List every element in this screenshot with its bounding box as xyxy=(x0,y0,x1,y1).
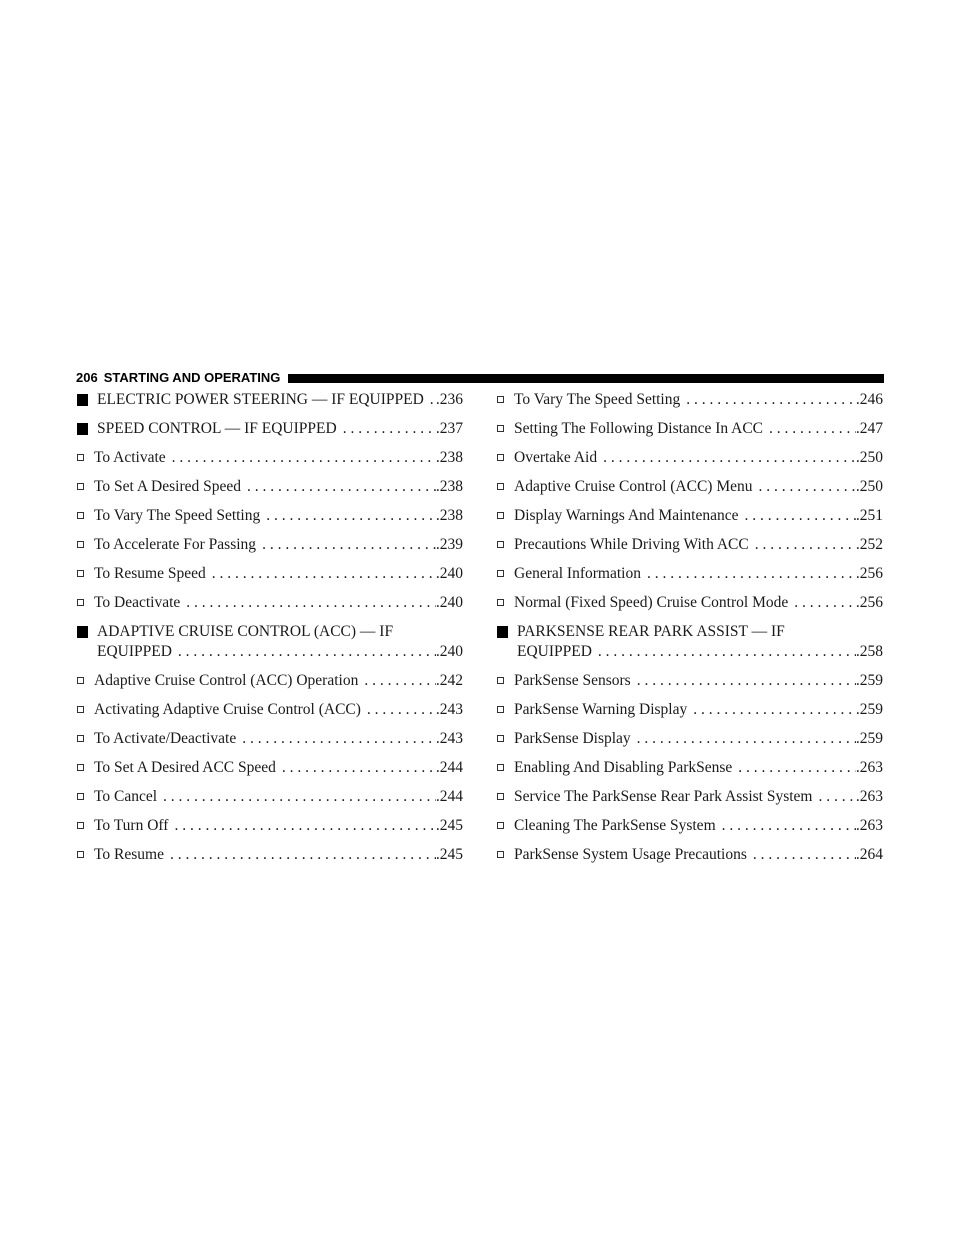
open-square-bullet-icon xyxy=(497,822,504,829)
toc-entry-label: General Information xyxy=(514,565,641,582)
toc-entry-line xyxy=(94,671,463,691)
toc-entry-label: Enabling And Disabling ParkSense xyxy=(514,759,733,776)
section-title: STARTING AND OPERATING xyxy=(103,369,281,385)
open-square-bullet-icon xyxy=(497,570,504,577)
toc-entry-line xyxy=(94,845,463,865)
open-square-bullet-icon xyxy=(497,483,504,490)
toc-entry-line xyxy=(514,448,883,468)
toc-page-number: .256 xyxy=(855,565,883,582)
toc-entry-label: Adaptive Cruise Control (ACC) Menu xyxy=(514,478,753,495)
toc-page-number: .250 xyxy=(855,449,883,466)
toc-subsection-entry[interactable] xyxy=(77,729,463,749)
toc-page-number: .238 xyxy=(435,478,463,495)
toc-entry-line xyxy=(97,642,463,662)
toc-entry-line xyxy=(514,535,883,555)
open-square-bullet-icon xyxy=(77,677,84,684)
open-square-bullet-icon xyxy=(497,425,504,432)
toc-subsection-entry[interactable] xyxy=(497,477,883,497)
dot-leader xyxy=(687,700,856,720)
toc-entry-label: SPEED CONTROL — IF EQUIPPED xyxy=(97,420,337,437)
toc-page-number: .252 xyxy=(855,536,883,553)
toc-page-number: .246 xyxy=(855,391,883,408)
toc-page-number: .240 xyxy=(435,643,463,660)
dot-leader xyxy=(157,787,436,807)
toc-entry-label: To Vary The Speed Setting xyxy=(94,507,261,524)
toc-entry-line xyxy=(94,816,463,836)
toc-subsection-entry[interactable] xyxy=(497,506,883,526)
toc-page-number: .259 xyxy=(855,730,883,747)
toc-page-number: .259 xyxy=(855,701,883,718)
dot-leader xyxy=(337,419,436,439)
toc-page-number: .240 xyxy=(435,565,463,582)
open-square-bullet-icon xyxy=(497,454,504,461)
toc-entry-label: Adaptive Cruise Control (ACC) Operation xyxy=(94,672,359,689)
toc-entry-label: Setting The Following Distance In ACC xyxy=(514,420,763,437)
toc-subsection-entry[interactable] xyxy=(497,787,883,807)
toc-entry-label: ParkSense Warning Display xyxy=(514,701,688,718)
toc-entry-label: Cleaning The ParkSense System xyxy=(514,817,716,834)
open-square-bullet-icon xyxy=(77,793,84,800)
dot-leader xyxy=(747,845,856,865)
toc-page-number: .243 xyxy=(435,730,463,747)
toc-page-number: .244 xyxy=(435,759,463,776)
toc-entry-label: To Activate xyxy=(94,449,166,466)
toc-subsection-entry[interactable] xyxy=(497,564,883,584)
toc-subsection-entry[interactable] xyxy=(497,729,883,749)
open-square-bullet-icon xyxy=(497,512,504,519)
toc-entry-line xyxy=(514,758,883,778)
toc-entry-line xyxy=(514,506,883,526)
toc-section-entry[interactable] xyxy=(77,419,463,439)
header-rule xyxy=(288,374,884,383)
filled-square-bullet-icon xyxy=(77,626,88,638)
open-square-bullet-icon xyxy=(77,822,84,829)
toc-section-entry[interactable] xyxy=(77,390,463,410)
toc-subsection-entry[interactable] xyxy=(77,477,463,497)
toc-entry-label: To Set A Desired ACC Speed xyxy=(94,759,276,776)
toc-page-number: .244 xyxy=(435,788,463,805)
toc-page-number: .263 xyxy=(855,759,883,776)
toc-page-number: .256 xyxy=(855,594,883,611)
toc-entry-line xyxy=(514,477,883,497)
toc-page-number: .243 xyxy=(435,701,463,718)
toc-entry-line xyxy=(514,816,883,836)
toc-entry-line xyxy=(514,700,883,720)
toc-subsection-entry[interactable] xyxy=(497,758,883,778)
dot-leader xyxy=(763,419,856,439)
toc-subsection-entry[interactable] xyxy=(77,787,463,807)
page-header xyxy=(76,368,884,386)
toc-page-number: .259 xyxy=(855,672,883,689)
toc-entry-label: ELECTRIC POWER STEERING — IF EQUIPPED xyxy=(97,391,424,408)
open-square-bullet-icon xyxy=(77,706,84,713)
filled-square-bullet-icon xyxy=(497,626,508,638)
toc-entry-line xyxy=(97,419,463,439)
toc-entry-line xyxy=(97,390,463,410)
dot-leader xyxy=(236,729,436,749)
filled-square-bullet-icon xyxy=(77,423,88,435)
toc-entry-line xyxy=(517,642,883,662)
toc-entry-line xyxy=(94,506,463,526)
toc-entry-line xyxy=(514,787,883,807)
toc-entry-line xyxy=(94,700,463,720)
toc-entry-line xyxy=(94,787,463,807)
open-square-bullet-icon xyxy=(497,599,504,606)
filled-square-bullet-icon xyxy=(77,394,88,406)
open-square-bullet-icon xyxy=(497,677,504,684)
toc-entry-label: Display Warnings And Maintenance xyxy=(514,507,739,524)
toc-subsection-entry[interactable] xyxy=(497,390,883,410)
toc-page-number: .240 xyxy=(435,594,463,611)
toc-subsection-entry[interactable] xyxy=(497,845,883,865)
open-square-bullet-icon xyxy=(77,454,84,461)
toc-entry-label: EQUIPPED xyxy=(97,643,172,660)
toc-entry-label: ParkSense Display xyxy=(514,730,631,747)
toc-entry-line xyxy=(94,593,463,613)
toc-entry-line xyxy=(514,593,883,613)
dot-leader xyxy=(732,758,856,778)
dot-leader xyxy=(166,448,436,468)
toc-page-number: .251 xyxy=(855,507,883,524)
toc-entry-label: Precautions While Driving With ACC xyxy=(514,536,749,553)
dot-leader xyxy=(631,729,856,749)
toc-entry-label: EQUIPPED xyxy=(517,643,592,660)
dot-leader xyxy=(738,506,855,526)
open-square-bullet-icon xyxy=(77,541,84,548)
toc-entry-label: To Set A Desired Speed xyxy=(94,478,242,495)
dot-leader xyxy=(164,845,436,865)
toc-subsection-entry[interactable] xyxy=(77,564,463,584)
open-square-bullet-icon xyxy=(77,483,84,490)
open-square-bullet-icon xyxy=(77,570,84,577)
dot-leader xyxy=(168,816,435,836)
toc-subsection-entry[interactable] xyxy=(77,758,463,778)
dot-leader xyxy=(256,535,436,555)
open-square-bullet-icon xyxy=(77,512,84,519)
toc-entry-label: Service The ParkSense Rear Park Assist System xyxy=(514,788,813,805)
open-square-bullet-icon xyxy=(77,851,84,858)
toc-subsection-entry[interactable] xyxy=(77,448,463,468)
toc-subsection-entry[interactable] xyxy=(497,535,883,555)
toc-page-number: .237 xyxy=(435,420,463,437)
dot-leader xyxy=(206,564,436,584)
toc-entry-line xyxy=(514,419,883,439)
toc-entry-label: To Turn Off xyxy=(94,817,169,834)
toc-subsection-entry[interactable] xyxy=(77,506,463,526)
page-number: 206 xyxy=(76,369,98,385)
toc-page-number: .242 xyxy=(435,672,463,689)
toc-subsection-entry[interactable] xyxy=(77,671,463,691)
toc-subsection-entry[interactable] xyxy=(497,448,883,468)
open-square-bullet-icon xyxy=(497,793,504,800)
toc-entry-line xyxy=(514,671,883,691)
toc-page-number: .239 xyxy=(435,536,463,553)
toc-subsection-entry[interactable] xyxy=(497,593,883,613)
dot-leader xyxy=(631,671,856,691)
toc-entry-label-line1: PARKSENSE REAR PARK ASSIST — IF xyxy=(517,623,785,640)
toc-entry-label: ParkSense System Usage Precautions xyxy=(514,846,747,863)
dot-leader xyxy=(812,787,855,807)
toc-section-entry[interactable] xyxy=(497,622,883,662)
open-square-bullet-icon xyxy=(497,706,504,713)
toc-page-number: .238 xyxy=(435,449,463,466)
toc-subsection-entry[interactable] xyxy=(77,816,463,836)
toc-entry-line xyxy=(94,729,463,749)
toc-page-number: .245 xyxy=(435,817,463,834)
toc-left-column xyxy=(77,390,463,874)
open-square-bullet-icon xyxy=(77,599,84,606)
toc-subsection-entry[interactable] xyxy=(497,671,883,691)
toc-entry-label: To Cancel xyxy=(94,788,158,805)
toc-page-number: .245 xyxy=(435,846,463,863)
toc-page-number: .263 xyxy=(855,817,883,834)
dot-leader xyxy=(424,390,436,410)
dot-leader xyxy=(749,535,856,555)
toc-right-column xyxy=(497,390,883,874)
dot-leader xyxy=(753,477,856,497)
toc-subsection-entry[interactable] xyxy=(77,593,463,613)
toc-entry-label: To Deactivate xyxy=(94,594,181,611)
toc-entry-label: Activating Adaptive Cruise Control (ACC) xyxy=(94,701,361,718)
toc-entry-line xyxy=(94,758,463,778)
open-square-bullet-icon xyxy=(497,396,504,403)
toc-subsection-entry[interactable] xyxy=(77,845,463,865)
toc-entry-label: To Resume Speed xyxy=(94,565,206,582)
dot-leader xyxy=(260,506,436,526)
toc-entry-line xyxy=(514,390,883,410)
toc-entry-line xyxy=(94,448,463,468)
toc-page-number: .247 xyxy=(855,420,883,437)
open-square-bullet-icon xyxy=(77,735,84,742)
toc-entry-line xyxy=(514,845,883,865)
toc-page-number: .263 xyxy=(855,788,883,805)
dot-leader xyxy=(358,671,436,691)
dot-leader xyxy=(716,816,856,836)
toc-entry-label-line1: ADAPTIVE CRUISE CONTROL (ACC) — IF xyxy=(97,623,394,640)
dot-leader xyxy=(180,593,436,613)
toc-entry-label: To Activate/Deactivate xyxy=(94,730,237,747)
dot-leader xyxy=(172,642,436,662)
toc-page-number: .264 xyxy=(855,846,883,863)
toc-entry-line xyxy=(94,477,463,497)
open-square-bullet-icon xyxy=(77,764,84,771)
toc-entry-label: Normal (Fixed Speed) Cruise Control Mode xyxy=(514,594,789,611)
toc-page-number: .236 xyxy=(435,391,463,408)
dot-leader xyxy=(680,390,856,410)
toc-entry-label: To Resume xyxy=(94,846,164,863)
toc-subsection-entry[interactable] xyxy=(497,700,883,720)
open-square-bullet-icon xyxy=(497,851,504,858)
toc-entry-line xyxy=(514,729,883,749)
open-square-bullet-icon xyxy=(497,541,504,548)
toc-entry-label: Overtake Aid xyxy=(514,449,598,466)
dot-leader xyxy=(361,700,436,720)
toc-section-entry[interactable] xyxy=(77,622,463,662)
dot-leader xyxy=(276,758,436,778)
dot-leader xyxy=(592,642,856,662)
toc-page-number: .250 xyxy=(855,478,883,495)
toc-page-number: .238 xyxy=(435,507,463,524)
dot-leader xyxy=(641,564,856,584)
toc-entry-label: To Accelerate For Passing xyxy=(94,536,257,553)
toc-subsection-entry[interactable] xyxy=(77,535,463,555)
toc-entry-line xyxy=(94,564,463,584)
open-square-bullet-icon xyxy=(497,735,504,742)
dot-leader xyxy=(241,477,436,497)
toc-page-number: .258 xyxy=(855,643,883,660)
toc-subsection-entry[interactable] xyxy=(497,419,883,439)
toc-entry-line xyxy=(514,564,883,584)
open-square-bullet-icon xyxy=(497,764,504,771)
toc-subsection-entry[interactable] xyxy=(497,816,883,836)
dot-leader xyxy=(788,593,856,613)
toc-entry-label: ParkSense Sensors xyxy=(514,672,631,689)
toc-entry-label: To Vary The Speed Setting xyxy=(514,391,681,408)
dot-leader xyxy=(597,448,856,468)
toc-subsection-entry[interactable] xyxy=(77,700,463,720)
toc-entry-line xyxy=(94,535,463,555)
